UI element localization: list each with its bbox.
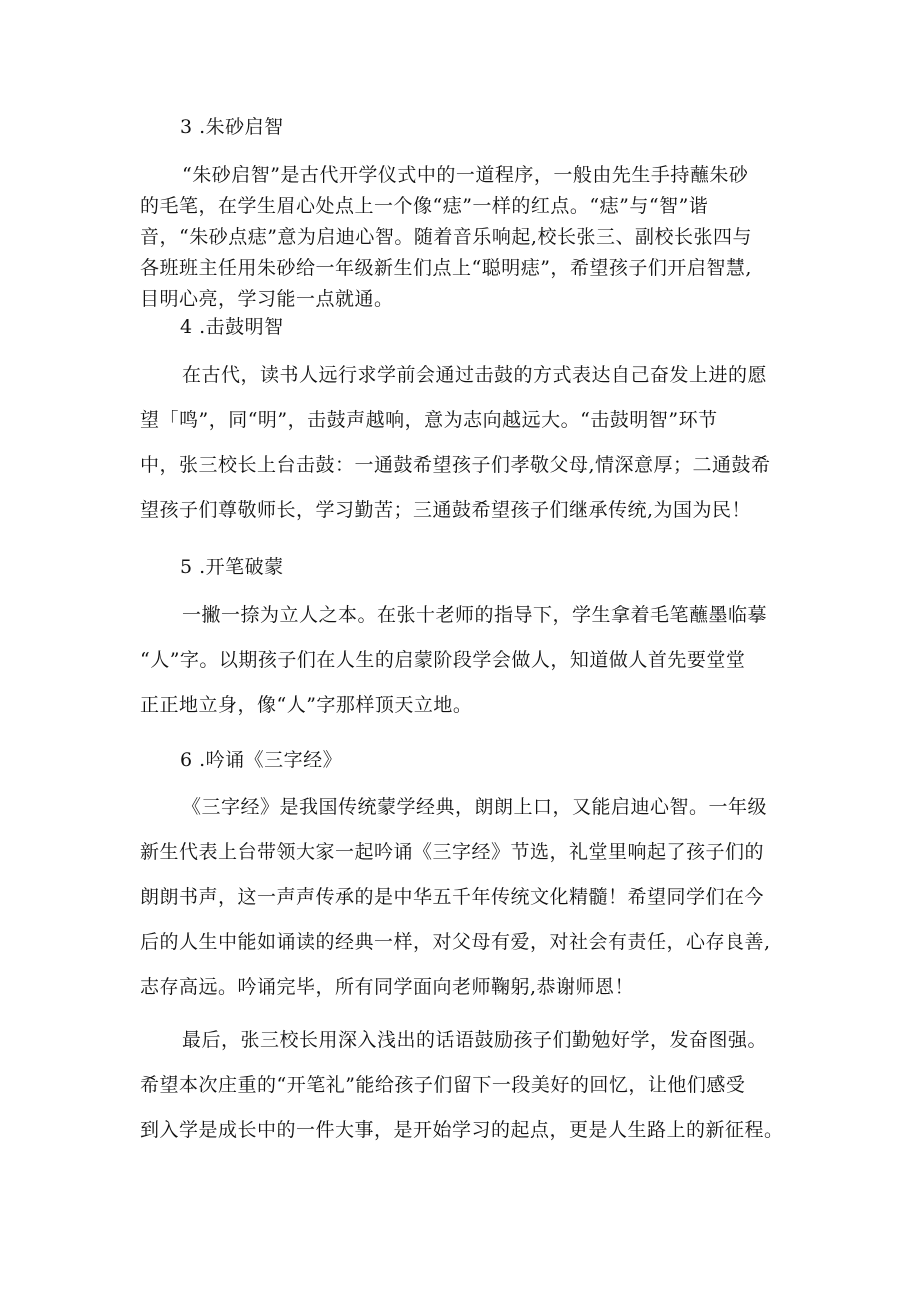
section-heading-6: 6 .吟诵《三字经》 xyxy=(180,749,343,771)
closing-paragraph xyxy=(140,1018,800,1153)
section-heading-3: 3 .朱砂启智 xyxy=(180,116,284,138)
section-paragraph-4 xyxy=(140,353,800,533)
paragraph-line: 中，张三校长上台击鼓：一通鼓希望孩子们孝敬父母,情深意厚；二通鼓希 xyxy=(140,454,771,476)
paragraph-line: 志存高远。吟诵完毕，所有同学面向老师鞠躬,恭谢师恩！ xyxy=(140,976,635,998)
paragraph-line: 的毛笔，在学生眉心处点上一个像“痣”一样的红点。“痣”与“智”谐 xyxy=(140,195,709,217)
section-heading-5: 5 .开笔破蒙 xyxy=(180,556,284,578)
paragraph-line: 最后，张三校长用深入浅出的话语鼓励孩子们勤勉好学，发奋图强。 xyxy=(182,1029,768,1051)
paragraph-line: 在古代，读书人远行求学前会通过击鼓的方式表达自己奋发上进的愿 xyxy=(182,364,768,386)
paragraph-line: 正正地立身，像“人”字那样顶天立地。 xyxy=(140,694,473,716)
paragraph-line: “朱砂启智”是古代开学仪式中的一道程序，一般由先生手持蘸朱砂 xyxy=(182,164,749,186)
paragraph-line: “人”字。以期孩子们在人生的启蒙阶段学会做人，知道做人首先要堂堂 xyxy=(140,649,746,671)
section-heading-4: 4 .击鼓明智 xyxy=(180,316,284,338)
paragraph-line: 后的人生中能如诵读的经典一样，对父母有爱，对社会有责任，心存良善, xyxy=(140,931,771,953)
section-paragraph-3 xyxy=(140,160,800,315)
paragraph-line: 望「鸣”，同“明”，击鼓声越响，意为志向越远大。“击鼓明智”环节 xyxy=(140,409,718,431)
paragraph-line: 朗朗书声，这一声声传承的是中华五千年传统文化精髓！希望同学们在今 xyxy=(140,886,765,908)
paragraph-line: 希望本次庄重的“开笔礼”能给孩子们留下一段美好的回忆，让他们感受 xyxy=(140,1074,746,1096)
paragraph-line: 望孩子们尊敬师长，学习勤苦；三通鼓希望孩子们继承传统,为国为民！ xyxy=(140,499,752,521)
section-paragraph-5 xyxy=(140,593,800,728)
paragraph-line: 音，“朱砂点痣”意为启迪心智。随着音乐响起,校长张三、副校长张四与 xyxy=(140,226,752,248)
paragraph-line: 一撇一捺为立人之本。在张十老师的指导下，学生拿着毛笔蘸墨临摹 xyxy=(182,604,768,626)
paragraph-line: 《三字经》是我国传统蒙学经典，朗朗上口，又能启迪心智。一年级 xyxy=(182,796,768,818)
paragraph-line: 新生代表上台带领大家一起吟诵《三字经》节选，礼堂里响起了孩子们的 xyxy=(140,841,765,863)
paragraph-line: 各班班主任用朱砂给一年级新生们点上“聪明痣”，希望孩子们开启智慧, xyxy=(140,257,752,279)
section-paragraph-6 xyxy=(140,785,800,1010)
paragraph-line: 到入学是成长中的一件大事，是开始学习的起点，更是人生路上的新征程。 xyxy=(140,1119,784,1141)
paragraph-line: 目明心亮，学习能一点就通。 xyxy=(140,288,394,310)
